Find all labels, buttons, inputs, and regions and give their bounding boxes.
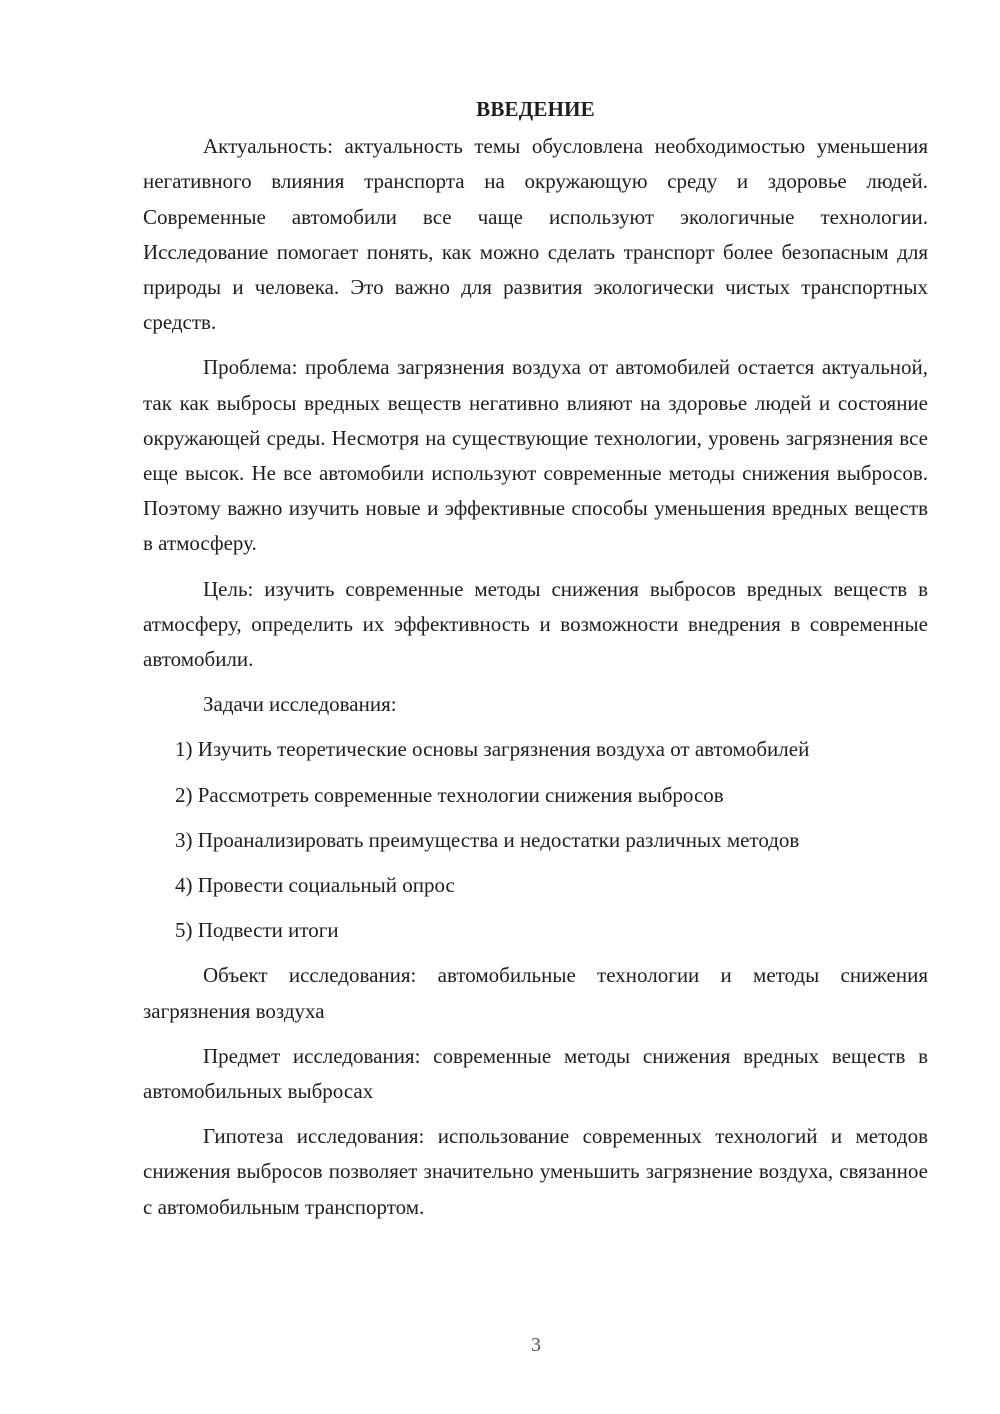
page-number: 3 [531,1334,541,1356]
paragraph-problem: Проблема: проблема загрязнения воздуха от автомобилей остается актуальной, так как выбросы вредных веществ негативно влияют на здоровье людей и состояние окружающей среды. Несмотря на существующие технологии, уровень загрязнения все еще высок. Не все автомобили используют современные методы снижения выбросов. Поэтому важно изучить новые и эффективные способы уменьшения вредных веществ в атмосферу. [143,355,928,556]
paragraph-object: Объект исследования: автомобильные технологии и методы снижения загрязнения воздуха [143,963,928,1023]
paragraph-goal: Цель: изучить современные методы снижения выбросов вредных веществ в атмосферу, определить их эффективность и возможности внедрения в современные автомобили. [143,576,928,672]
tasks-heading: Задачи исследования: [203,692,397,717]
tasks-list [143,732,928,948]
list-item: 5) Подвести итоги [175,918,339,943]
paragraph-hypothesis: Гипотеза исследования: использование современных технологий и методов снижения выбросов позволяет значительно уменьшить загрязнение воздуха, связанное с автомобильным транспортом. [143,1124,928,1219]
list-item: 3) Проанализировать преимущества и недостатки различных методов [175,827,800,852]
paragraph-relevance: Актуальность: актуальность темы обусловлена необходимостью уменьшения негативного влияния транспорта на окружающую среду и здоровье людей. Современные автомобили все чаще используют экологичные технологии. Исследование помогает понять, как можно сделать транспорт более безопасным для природы и человека. Это важно для развития экологически чистых транспортных средств. [143,134,928,335]
list-item: 2) Рассмотреть современные технологии снижения выбросов [175,782,724,807]
list-item: 1) Изучить теоретические основы загрязнения воздуха от автомобилей [175,737,810,762]
document-page [143,92,928,1235]
list-item: 4) Провести социальный опрос [175,873,455,898]
paragraph-subject: Предмет исследования: современные методы снижения вредных веществ в автомобильных выбросах [143,1043,928,1104]
section-title: ВВЕДЕНИЕ [476,97,595,121]
